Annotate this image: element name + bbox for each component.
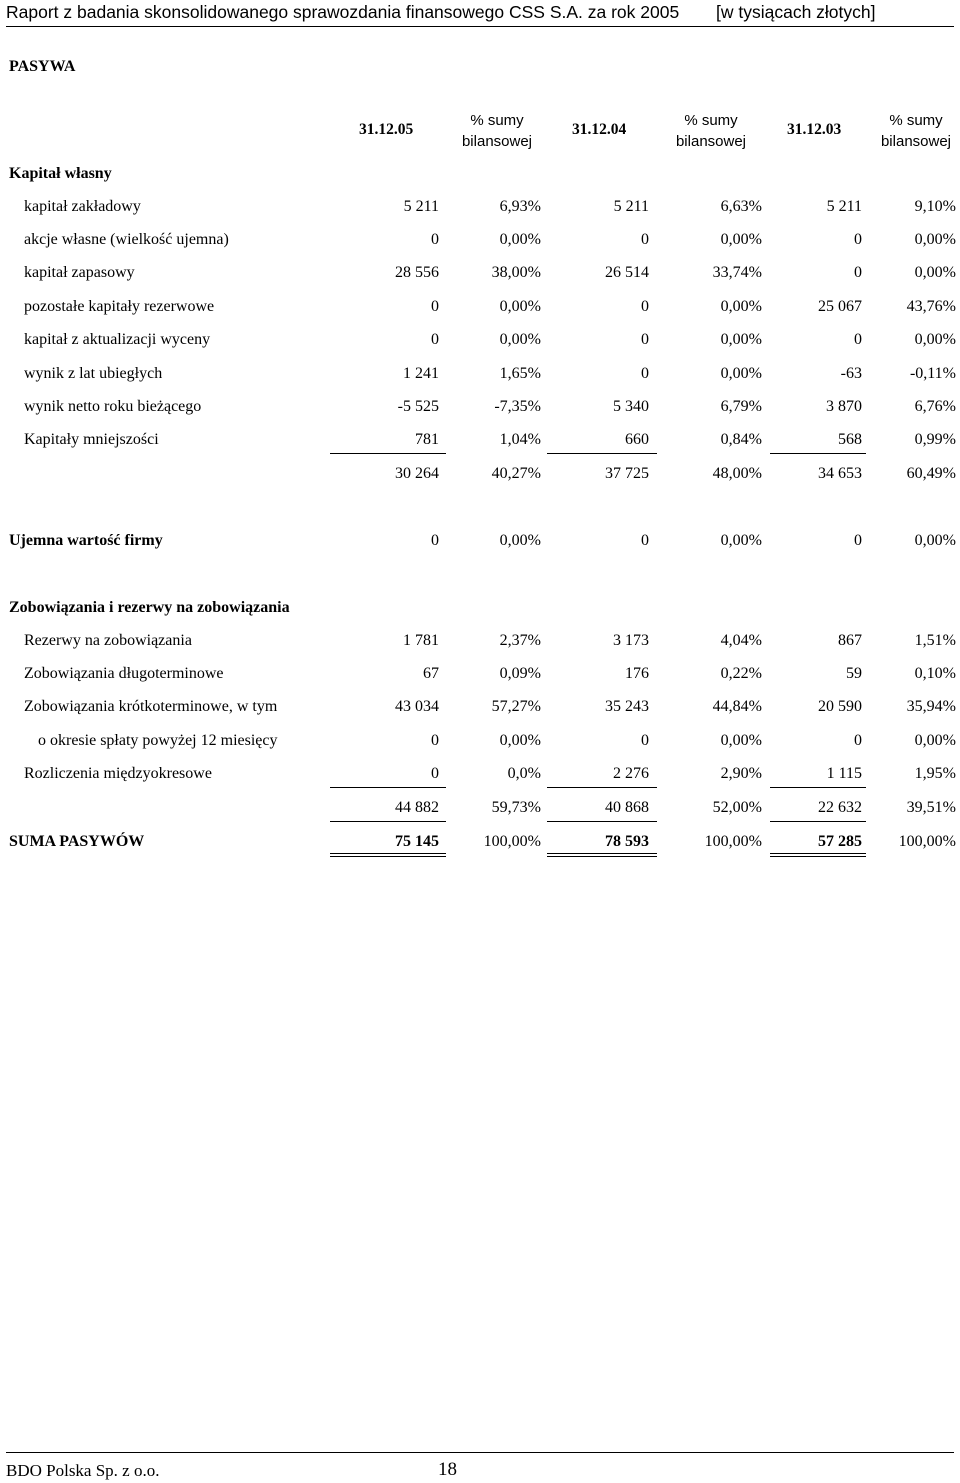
table-row [0, 365, 960, 385]
row-label: Ujemna wartość firmy [9, 532, 163, 549]
total-double-underline [547, 853, 657, 857]
column-pct-2003 [861, 110, 960, 152]
row-label: akcje własne (wielkość ujemna) [24, 231, 229, 248]
pct-2003: 43,76% [906, 298, 956, 315]
row-label: kapitał z aktualizacji wyceny [24, 331, 211, 348]
value-2005: 28 556 [395, 264, 439, 281]
pct-2004: 0,22% [720, 665, 762, 682]
pct-2005: 1,65% [499, 365, 541, 382]
total-double-underline [330, 853, 446, 857]
pct-2004: 100,00% [704, 833, 762, 850]
pct-label-line2: bilansowej [880, 133, 952, 150]
value-2005: 67 [423, 665, 439, 682]
pct-2005: 0,00% [499, 298, 541, 315]
pct-2004: 0,84% [720, 431, 762, 448]
pct-2005: 0,0% [507, 765, 541, 782]
value-2005: 75 145 [395, 833, 439, 850]
pct-label-line1: % sumy [470, 112, 524, 129]
value-2003: 0 [854, 732, 862, 749]
table-row [0, 331, 960, 351]
pct-label-line1: % sumy [684, 112, 738, 129]
value-2005: 0 [431, 532, 439, 549]
value-2003: 25 067 [818, 298, 862, 315]
pct-2003: 0,00% [914, 532, 956, 549]
section-title: PASYWA [9, 58, 76, 75]
pct-2003: -0,11% [909, 365, 956, 382]
pct-2005: 6,93% [499, 198, 541, 215]
value-2004: 5 211 [613, 198, 649, 215]
liabilities-total-row [0, 799, 960, 819]
value-2004: 37 725 [605, 465, 649, 482]
pct-2005: 40,27% [491, 465, 541, 482]
value-2003: 57 285 [818, 833, 862, 850]
pct-2005: 0,00% [499, 532, 541, 549]
row-label: kapitał zakładowy [24, 198, 141, 215]
pct-2003: 60,49% [906, 465, 956, 482]
table-row [0, 431, 960, 451]
value-2004: 660 [625, 431, 649, 448]
pct-2004: 0,00% [720, 365, 762, 382]
subtotal-underline [547, 821, 657, 822]
subtotal-underline [330, 787, 446, 788]
page-number: 18 [438, 1459, 457, 1480]
pct-2005: 1,04% [499, 431, 541, 448]
table-row [0, 665, 960, 685]
pct-2004: 2,90% [720, 765, 762, 782]
row-label: kapitał zapasowy [24, 264, 135, 281]
value-2003: 568 [838, 431, 862, 448]
value-2004: 0 [641, 532, 649, 549]
pct-2003: 100,00% [898, 833, 956, 850]
pct-2005: 0,09% [499, 665, 541, 682]
header-divider [6, 26, 954, 27]
column-pct-2004 [656, 110, 766, 152]
pct-2004: 33,74% [712, 264, 762, 281]
subtotal-underline [547, 453, 657, 454]
pct-2005: 0,00% [499, 732, 541, 749]
table-row [0, 632, 960, 652]
row-label: wynik z lat ubiegłych [24, 365, 163, 382]
value-2004: 0 [641, 732, 649, 749]
pct-2004: 6,79% [720, 398, 762, 415]
value-2004: 2 276 [613, 765, 649, 782]
pct-2003: 35,94% [906, 698, 956, 715]
table-row [0, 698, 960, 718]
pct-2003: 39,51% [906, 799, 956, 816]
pct-2004: 0,00% [720, 231, 762, 248]
value-2005: 0 [431, 765, 439, 782]
table-row [0, 298, 960, 318]
value-2004: 78 593 [605, 833, 649, 850]
column-pct-2005 [442, 110, 552, 152]
pct-2004: 0,00% [720, 732, 762, 749]
value-2003: 20 590 [818, 698, 862, 715]
goodwill-row [0, 532, 960, 552]
value-2004: 0 [641, 231, 649, 248]
value-2004: 3 173 [613, 632, 649, 649]
pct-2003: 0,00% [914, 732, 956, 749]
value-2003: -63 [840, 365, 862, 382]
value-2005: 5 211 [403, 198, 439, 215]
subtotal-underline [330, 821, 446, 822]
subtotal-underline [770, 821, 866, 822]
pct-2003: 0,00% [914, 331, 956, 348]
pct-2003: 0,00% [914, 231, 956, 248]
value-2005: 44 882 [395, 799, 439, 816]
pct-2004: 0,00% [720, 532, 762, 549]
pct-2005: 0,00% [499, 231, 541, 248]
column-date-2003: 31.12.03 [787, 121, 842, 138]
value-2004: 35 243 [605, 698, 649, 715]
pct-2004: 0,00% [720, 298, 762, 315]
table-row [0, 264, 960, 284]
row-label: SUMA PASYWÓW [9, 833, 145, 850]
value-2003: 5 211 [826, 198, 862, 215]
row-label: Rezerwy na zobowiązania [24, 632, 192, 649]
pct-2005: 0,00% [499, 331, 541, 348]
table-row [0, 765, 960, 785]
value-2004: 0 [641, 298, 649, 315]
report-title: Raport z badania skonsolidowanego sprawozdania finansowego CSS S.A. za rok 2005 [6, 2, 680, 22]
liabilities-section-title: Zobowiązania i rezerwy na zobowiązania [9, 599, 290, 616]
table-row [0, 231, 960, 251]
pct-2004: 4,04% [720, 632, 762, 649]
value-2003: 34 653 [818, 465, 862, 482]
pct-2004: 6,63% [720, 198, 762, 215]
table-row [0, 732, 960, 752]
value-2003: 22 632 [818, 799, 862, 816]
pct-label-line1: % sumy [889, 112, 943, 129]
equity-section-title: Kapitał własny [9, 165, 112, 182]
value-2003: 3 870 [826, 398, 862, 415]
footer-divider [6, 1452, 954, 1453]
row-label: wynik netto roku bieżącego [24, 398, 202, 415]
pct-2004: 48,00% [712, 465, 762, 482]
row-label: Zobowiązania krótkoterminowe, w tym [24, 698, 278, 715]
value-2003: 0 [854, 331, 862, 348]
subtotal-underline [330, 453, 446, 454]
pct-label-line2: bilansowej [675, 133, 747, 150]
value-2005: 0 [431, 331, 439, 348]
value-2003: 0 [854, 264, 862, 281]
row-label: Rozliczenia międzyokresowe [24, 765, 212, 782]
pct-2005: -7,35% [494, 398, 541, 415]
total-double-underline [770, 853, 866, 857]
value-2003: 59 [846, 665, 862, 682]
pct-2005: 57,27% [491, 698, 541, 715]
pct-label-line2: bilansowej [461, 133, 533, 150]
value-2005: 30 264 [395, 465, 439, 482]
pct-2005: 100,00% [483, 833, 541, 850]
subtotal-underline [770, 453, 866, 454]
value-2003: 867 [838, 632, 862, 649]
value-2005: 781 [415, 431, 439, 448]
value-2005: 43 034 [395, 698, 439, 715]
value-2003: 1 115 [826, 765, 862, 782]
value-2005: 1 781 [403, 632, 439, 649]
value-2004: 5 340 [613, 398, 649, 415]
value-2004: 0 [641, 365, 649, 382]
table-row [0, 198, 960, 218]
equity-total-row [0, 465, 960, 485]
value-2004: 40 868 [605, 799, 649, 816]
value-2005: 0 [431, 298, 439, 315]
value-2005: -5 525 [397, 398, 439, 415]
column-date-2004: 31.12.04 [572, 121, 627, 138]
pct-2003: 9,10% [914, 198, 956, 215]
pct-2004: 0,00% [720, 331, 762, 348]
column-date-2005: 31.12.05 [359, 121, 414, 138]
pct-2005: 59,73% [491, 799, 541, 816]
value-2005: 0 [431, 231, 439, 248]
subtotal-underline [547, 787, 657, 788]
value-2005: 0 [431, 732, 439, 749]
value-2003: 0 [854, 231, 862, 248]
value-2003: 0 [854, 532, 862, 549]
pct-2003: 1,51% [914, 632, 956, 649]
value-2004: 26 514 [605, 264, 649, 281]
unit-note: [w tysiącach złotych] [716, 2, 876, 22]
pct-2005: 2,37% [499, 632, 541, 649]
row-label: pozostałe kapitały rezerwowe [24, 298, 215, 315]
table-row [0, 398, 960, 418]
pct-2004: 44,84% [712, 698, 762, 715]
grand-total-row [0, 833, 960, 853]
value-2004: 0 [641, 331, 649, 348]
pct-2003: 1,95% [914, 765, 956, 782]
row-label: Kapitały mniejszości [24, 431, 159, 448]
pct-2005: 38,00% [491, 264, 541, 281]
row-label: Zobowiązania długoterminowe [24, 665, 224, 682]
value-2005: 1 241 [403, 365, 439, 382]
pct-2004: 52,00% [712, 799, 762, 816]
pct-2003: 0,10% [914, 665, 956, 682]
row-label: o okresie spłaty powyżej 12 miesięcy [38, 732, 278, 749]
value-2004: 176 [625, 665, 649, 682]
pct-2003: 0,99% [914, 431, 956, 448]
pct-2003: 6,76% [914, 398, 956, 415]
subtotal-underline [770, 787, 866, 788]
footer-company: BDO Polska Sp. z o.o. [6, 1461, 160, 1480]
pct-2003: 0,00% [914, 264, 956, 281]
